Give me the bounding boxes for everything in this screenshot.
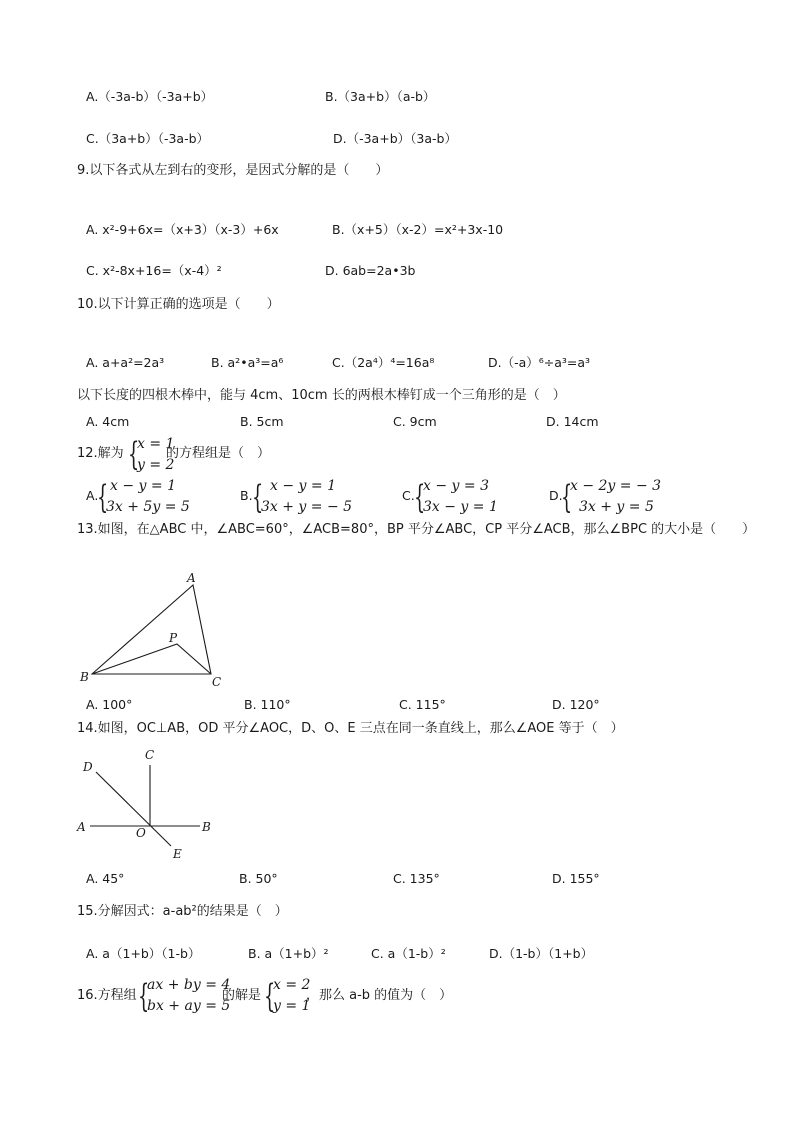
q16-system-line2: bx + ay = 5 [147,998,231,1014]
q10-option-c: C.（2a⁴）⁴=16a⁸ [332,355,435,370]
q12-option-d-label: D. [549,488,563,503]
q8-option-c: C.（3a+b）（-3a-b） [86,131,210,146]
q12-option-c-label: C. [402,488,415,503]
q11-option-d: D. 14cm [546,414,599,429]
q11-option-a: A. 4cm [86,414,130,429]
q10-stem: 10.以下计算正确的选项是（ ） [77,297,280,312]
q14-option-c: C. 135° [393,871,440,886]
point-p-label: P [169,631,178,645]
q10-option-d: D.（-a）⁶÷a³=a³ [488,355,591,370]
q14-option-b: B. 50° [239,871,278,886]
q13-option-c: C. 115° [399,697,446,712]
q16-stem-mid: 的解是 [222,988,262,1003]
point-a-label: A [77,820,86,834]
brace: { [138,977,150,1015]
q12-solution-line2: y = 2 [137,457,175,473]
q13-option-a: A. 100° [86,697,133,712]
q12-stem-pre: 12.解为 [77,446,124,461]
q15-option-c: C. a（1-b）² [371,946,446,961]
q12-a-line1: x − y = 1 [110,478,176,494]
q16-stem-post: ，那么 a-b 的值为（ ） [306,988,453,1003]
point-b-label: B [202,820,211,834]
q16-solution-line1: x = 2 [273,977,311,993]
q12-option-d-system [561,476,661,518]
q8-option-d: D.（-3a+b）（3a-b） [333,131,457,146]
q13-stem: 13.如图，在△ABC 中，∠ABC=60°，∠ACB=80°，BP 平分∠ABC，CP 平分∠ACB，那么∠BPC 的大小是（ ） [77,522,756,537]
q12-option-b-label: B. [240,488,253,503]
q8-option-b: B.（3a+b）（a-b） [325,89,436,104]
q12-a-line2: 3x + 5y = 5 [106,499,190,515]
q12-stem-post: 的方程组是（ ） [166,446,271,461]
q12-c-line1: x − y = 3 [423,478,489,494]
q12-option-c-system [414,476,504,518]
q16-system [138,975,231,1017]
vertex-c-label: C [212,675,222,689]
point-c-label: C [145,748,155,762]
brace: { [252,478,264,516]
q9-option-c: C. x²-8x+16=（x-4）² [86,263,222,278]
q9-stem: 9.以下各式从左到右的变形，是因式分解的是（ ） [77,163,389,178]
q11-option-b: B. 5cm [240,414,284,429]
q8-option-a: A.（-3a-b）（-3a+b） [86,89,214,104]
q16-system-line1: ax + by = 4 [147,977,231,993]
q12-solution-system [128,434,175,474]
q15-option-d: D.（1-b）（1+b） [489,946,594,961]
point-e-label: E [173,847,182,861]
q15-stem: 15.分解因式：a-ab²的结果是（ ） [77,904,288,919]
q12-option-a-label: A. [86,488,99,503]
brace: { [97,478,109,516]
point-d-label: D [83,760,93,774]
triangle-abc [92,585,211,674]
q12-b-line1: x − y = 1 [270,478,336,494]
bisector-lines-bp-cp [92,644,211,674]
q13-option-d: D. 120° [552,697,600,712]
q14-option-d: D. 155° [552,871,600,886]
q14-option-a: A. 45° [86,871,125,886]
brace: { [264,977,276,1015]
q16-stem-pre: 16.方程组 [77,988,137,1003]
q14-stem: 14.如图，OC⊥AB，OD 平分∠AOC，D、O、E 三点在同一条直线上，那么∠AOE 等于（ ） [77,721,624,736]
vertex-b-label: B [80,670,89,684]
q12-b-line2: 3x + y = − 5 [261,499,353,515]
q9-option-d: D. 6ab=2a•3b [325,263,416,278]
q12-d-line1: x − 2y = − 3 [570,478,662,494]
q12-option-a-system [97,476,190,518]
q12-solution-line1: x = 1 [137,436,175,452]
q12-option-b-system [252,476,352,518]
q11-stem: 以下长度的四根木棒中，能与 4cm、10cm 长的两根木棒钉成一个三角形的是（ ） [77,388,566,403]
brace: { [128,435,140,473]
brace: { [561,478,573,516]
line-de [96,772,171,846]
q9-option-a: A. x²-9+6x=（x+3）（x-3）+6x [86,222,279,237]
brace: { [414,478,426,516]
q12-c-line2: 3x − y = 1 [423,499,498,515]
q15-option-a: A. a（1+b）（1-b） [86,946,201,961]
q13-option-b: B. 110° [244,697,291,712]
q12-d-line2: 3x + y = 5 [579,499,654,515]
q16-solution-line2: y = 1 [273,998,311,1014]
q16-solution-system [264,975,310,1017]
point-o-label: O [136,826,146,840]
vertex-a-label: A [187,571,196,585]
q9-option-b: B.（x+5）（x-2）=x²+3x-10 [332,222,504,237]
q10-option-b: B. a²•a³=a⁶ [211,355,284,370]
q15-option-b: B. a（1+b）² [248,946,329,961]
q11-option-c: C. 9cm [393,414,437,429]
q10-option-a: A. a+a²=2a³ [86,355,165,370]
